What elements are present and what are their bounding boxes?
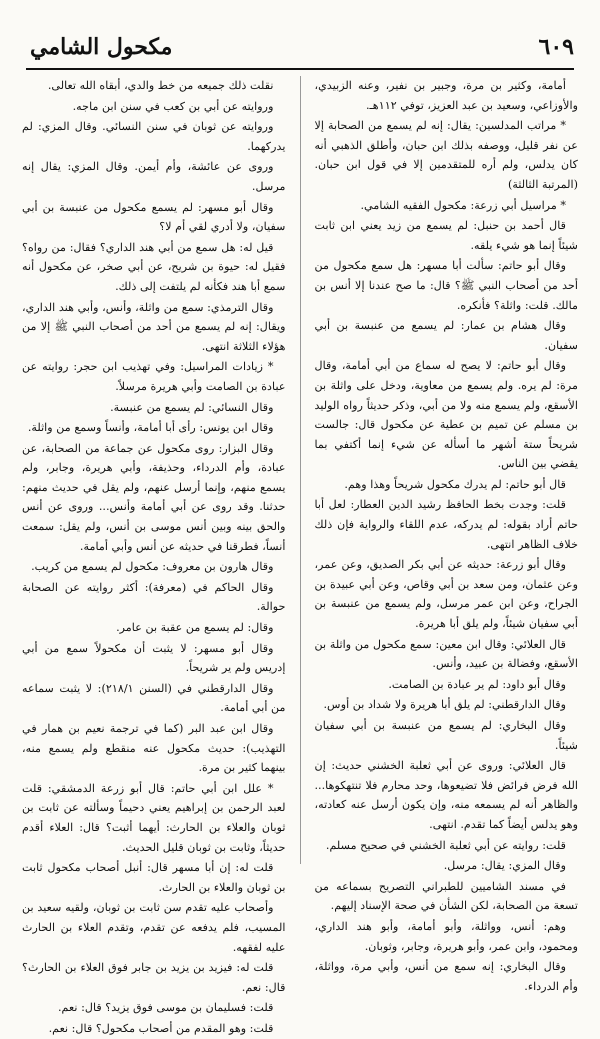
paragraph: قلت: روايته عن أبي ثعلبة الخشني في صحيح مسلم.: [325, 838, 566, 852]
paragraph: وقال ابن عبد البر (كما في ترجمة نعيم بن همار في التهذيب): حديث مكحول عنه منقطع ولم يسمع منه، بينهما كثير بن مرة.: [22, 722, 286, 775]
paragraph: نقلت ذلك جميعه من خط والدي، أبقاه الله تعالى.: [47, 79, 274, 92]
paragraph: وقال هارون بن معروف: مكحول لم يسمع من كريب.: [31, 560, 274, 574]
paragraph: وقال الترمذي: سمع من واثلة، وأنس، وأبي هند الداري، ويقال: إنه لم يسمع من أحد من أصحاب النبي ﷺ إلا من هؤلاء الثلاثة انتهى.: [22, 300, 286, 353]
paragraph: وقال أبو داود: لم ير عبادة بن الصامت.: [388, 677, 566, 691]
header-rule: [26, 68, 574, 70]
paragraph: قلت: وهو المقدم من أصحاب مكحول؟ قال: نعم.: [48, 1021, 274, 1035]
paragraph: قال أحمد بن حنبل: لم يسمع من زيد يعني ابن ثابت شيئاً إنما هو شيء يلقه.: [314, 219, 578, 252]
paragraph: قلت: فسليمان بن موسى فوق يزيد؟ قال: نعم.: [58, 1001, 274, 1015]
text-columns: [22, 76, 578, 1035]
paragraph: وقال أبو حاتم: سألت أبا مسهر: هل سمع مكحول من أحد من أصحاب النبي ﷺ؟ قال: ما صح عندنا إلا أنس بن مالك. قلت: واثلة؟ فأنكره.: [314, 259, 578, 312]
paragraph: قال العلائي: وقال ابن معين: سمع مكحول من واثلة بن الأسقع، وفضالة بن عبيد، وأنس.: [314, 637, 578, 671]
paragraph: قلت: وجدت بخط الحافظ رشيد الدين العطار: لعل أبا حاتم أراد بقوله: لم يدركه، عدم اللقاء والرواية فإن ذلك خلاف الظاهر انتهى.: [314, 498, 578, 551]
page-number: ٦٠٩: [538, 34, 574, 60]
paragraph: وروايته عن ثوبان في سنن النسائي. وقال المزي: لم يدركهما.: [22, 120, 286, 153]
paragraph: وروايته عن أبي بن كعب في سنن ابن ماجه.: [72, 99, 274, 113]
paragraph: قلت له: فيزيد بن يزيد بن جابر فوق العلاء بن الحارث؟ قال: نعم.: [22, 961, 286, 994]
paragraph: قلت له: إن أبا مسهر قال: أنبل أصحاب مكحول ثابت بن ثوبان والعلاء بن الحارث.: [22, 861, 286, 894]
paragraph: وقال أبو مسهر: لم يسمع مكحول من عنبسة بن أبي سفيان، ولا أدري لقي أم لا؟: [22, 200, 286, 234]
column-divider: [300, 76, 301, 864]
paragraph: وقال أبو زرعة: حديثه عن أبي بكر الصديق، وعن عمر، وعن عثمان، ومن سعد بن أبي وقاص، وعن أبي عبيدة بن الجراح، وعن ابن عمر مرسل، ولم يسمع من عنبسة بن أبي سفيان شيئاً، ولم يلق أبا هريرة.: [314, 558, 578, 631]
paragraph: * مراتب المدلسين: يقال: إنه لم يسمع من الصحابة إلا عن نفر قليل، ووصفه بذلك ابن حبان، وأطلق الذهبي أنه كان يدلس، ولم أره للمتقدمين إلا في قول ابن حبان. (المرتبة الثالثة): [314, 119, 578, 191]
left-column: [22, 76, 286, 1035]
paragraph: قال العلائي: وروى عن أبي ثعلبة الخشني حديث: إن الله فرض فرائض فلا تضيعوها، وحد محارم فلا تنتهكوها... والظاهر أنه لم يسمعه منه، وإن يكون أرسل عنه كعادته، وهو يدلس أيضاً كما تقدم. انتهى.: [314, 759, 578, 831]
paragraph: وقال البخاري: إنه سمع من أنس، وأبي مرة، وواثلة، وأم الدرداء.: [314, 960, 578, 993]
paragraph: وقال المزي: يقال: مرسل.: [443, 859, 566, 873]
paragraph: قال أبو حاتم: لم يدرك مكحول شريحاً وهذا وهم.: [344, 477, 566, 491]
paragraph: وقال الحاكم في (معرفة): أكثر روايته عن الصحابة حوالة.: [22, 580, 286, 614]
paragraph: وهم: أنس، وواثلة، وأبو أمامة، وأبو هند الداري، ومحمود، وابن عمر، وأبو هريرة، وجابر، وثوبان.: [314, 919, 578, 953]
paragraph: وقال أبو حاتم: لا يصح له سماع من أبي أمامة، وقال مرة: لم يره. ولم يسمع من معاوية، ودخل على واثلة بن الأسقع، ولم يسمع منه ولا من أبي، وذكر حديثاً رواه الوليد بن مسلم عن تميم بن عطية عن مكحول قال: جالست شريحاً ستة أشهر ما أسأله عن شيء إنما أكتفي بما يقضي بين الناس.: [314, 359, 578, 471]
paragraph: وقال الدارقطني: لم يلق أبا هريرة ولا شداد بن أوس.: [323, 698, 566, 712]
paragraph: * مراسيل أبي زرعة: مكحول الفقيه الشامي.: [360, 198, 566, 212]
right-column: [314, 76, 579, 993]
paragraph: وأصحاب عليه تقدم سن ثابت بن ثوبان، ولقيه سعيد بن المسيب، فلم يدفعه عن تقدم، وتقدم العلاء بن الحارث عليه لفقهه.: [22, 901, 286, 954]
paragraph: وقال الدارقطني في (السنن ٢١٨/١): لا يثبت سماعه من أبي أمامة.: [22, 681, 286, 715]
paragraph: وقال النسائي: لم يسمع من عنبسة.: [110, 400, 274, 414]
paragraph: * علل ابن أبي حاتم: قال أبو زرعة الدمشقي: قلت لعبد الرحمن بن إبراهيم يعني دحيماً وسألته عن ثابت بن ثوبان والعلاء بن الحارث: أيهما أثبت؟ قال: العلاء أقدم حديثاً، وثابت بن ثوبان قليل الحديث.: [22, 781, 286, 854]
paragraph: وقال أبو مسهر: لا يثبت أن مكحولاً سمع من أبي إدريس ولم ير شريحاً.: [22, 641, 286, 675]
paragraph: في مسند الشاميين للطبراني التصريح بسماعه من تسعة من الصحابة، لكن الشأن في صحة الإسناد إليهم.: [314, 879, 578, 913]
paragraph: أمامة، وكثير بن مرة، وجبير بن نفير، وعنه الزبيدي، والأوزاعي، وسعيد بن عبد العزيز، توفي ١١٢هـ.: [314, 79, 578, 112]
paragraph: * زيادات المراسيل: وفي تهذيب ابن حجر: روايته عن عبادة بن الصامت وأبي هريرة مرسلاً.: [22, 360, 286, 393]
page-header: [0, 0, 600, 66]
paragraph: وقال: لم يسمع من عقبة بن عامر.: [116, 621, 274, 635]
paragraph: وقال هشام بن عمار: لم يسمع من عنبسة بن أبي سفيان.: [314, 319, 578, 352]
paragraph: وقال البزار: روى مكحول عن جماعة من الصحابة، عن عبادة، وأم الدرداء، وحذيفة، وأبي هريرة، وجابر، ولم يسمع منهم، وإنما أرسل عنهم، ولم يقل في حديث منهم: حدثنا. وقد روى عن أبي أمامة وأنس... وروى عن أنس والحق بينه وبين أنس موسى بن أنس، ولم يقل: سمعت أنساً، فطرقنا في حديثه عن أنس وأبي أمامة.: [22, 441, 286, 553]
running-title: مكحول الشامي: [30, 34, 173, 60]
paragraph: وقال ابن يونس: رأى أبا أمامة، وأنساً وسمع من واثلة.: [27, 421, 274, 435]
paragraph: وقال البخاري: لم يسمع من عنبسة بن أبي سفيان شيئاً.: [314, 719, 578, 752]
paragraph: قيل له: هل سمع من أبي هند الداري؟ فقال: من رواه؟ فقيل له: حيوة بن شريح، عن أبي صخر، عن مكحول أنه سمع أبا هند فكأنه لم يلتفت إلى ذلك.: [22, 240, 286, 293]
paragraph: وروى عن عائشة، وأم أيمن. وقال المزي: يقال إنه مرسل.: [22, 160, 286, 193]
